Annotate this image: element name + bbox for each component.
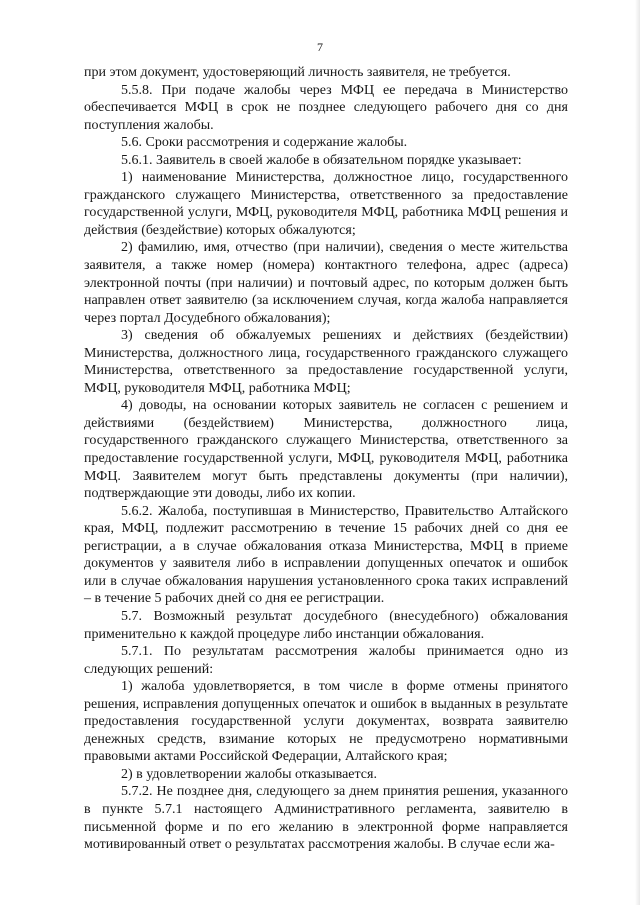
list-item-3: 3) сведения об обжалуемых решениях и действиях (бездействии) Министерства, должностного лица, государственного гражданского служащего Министерства, ответственного за предоставление государственной услуги, МФЦ, руководителя МФЦ, работника МФЦ; — [84, 328, 568, 396]
document-body — [84, 64, 568, 854]
paragraph-5-7-1: 5.7.1. По результатам рассмотрения жалобы принимается одно из следующих решений: — [84, 644, 568, 677]
decision-item-2: 2) в удовлетворении жалобы отказывается. — [121, 766, 377, 782]
section-heading-5-6: 5.6. Сроки рассмотрения и содержание жалобы. — [121, 135, 408, 151]
list-item-2: 2) фамилию, имя, отчество (при наличии), сведения о месте жительства заявителя, а также номер (номера) контактного телефона, адрес (адреса) электронной почты (при наличии) и почтовый адрес, по которым должен быть направлен ответ заявителю (за исключением случая, когда жалоба направляется через портал Досудебного обжалования); — [84, 240, 568, 326]
page-number: 7 — [317, 40, 323, 54]
paragraph-5-6-1: 5.6.1. Заявитель в своей жалобе в обязательном порядке указывает: — [121, 152, 522, 168]
paragraph-continuation: при этом документ, удостоверяющий личность заявителя, не требуется. — [84, 65, 511, 80]
paragraph-5-6-2: 5.6.2. Жалоба, поступившая в Министерство, Правительство Алтайского края, МФЦ, подлежит рассмотрению в течение 15 рабочих дней со дня ее регистрации, а в случае обжалования отказа Министерства, МФЦ в приеме документов у заявителя либо в исправлении допущенных опечаток и ошибок или в случае обжалования нарушения установленного срока таких исправлений – в течение 5 рабочих дней со дня ее регистрации. — [84, 503, 568, 607]
decision-item-1: 1) жалоба удовлетворяется, в том числе в форме отмены принятого решения, исправления допущенных опечаток и ошибок в выданных в результате предоставления государственной услуги документах, возврата заявителю денежных средств, взимание которых не предусмотрено нормативными правовыми актами Российской Федерации, Алтайского края; — [84, 679, 568, 765]
scan-edge-shadow — [635, 0, 640, 905]
section-heading-5-7: 5.7. Возможный результат досудебного (внесудебного) обжалования применительно к каждой процедуре либо инстанции обжалования. — [84, 608, 568, 642]
list-item-1: 1) наименование Министерства, должностное лицо, государственного гражданского служащего Министерства, ответственного за предоставление государственной услуги, МФЦ, руководителя МФЦ, работника МФЦ решения и действия (бездействие) которых обжалуются; — [84, 170, 568, 238]
paragraph-5-7-2: 5.7.2. Не позднее дня, следующего за днем принятия решения, указанного в пункте 5.7.1 настоящего Административного регламента, заявителю в письменной форме и по его желанию в электронной форме направляется мотивированный ответ о результатах рассмотрения жалобы. В случае если жа- — [84, 784, 568, 853]
list-item-4: 4) доводы, на основании которых заявитель не согласен с решением и действиями (бездействием) Министерства, должностного лица, государственного гражданского служащего Министерства, ответственного за предоставление государственной услуги, МФЦ, руководителя МФЦ, работника МФЦ. Заявителем могут быть представлены документы (при наличии), подтверждающие эти доводы, либо их копии. — [84, 398, 568, 502]
paragraph-5-5-8: 5.5.8. При подаче жалобы через МФЦ ее передача в Министерство обеспечивается МФЦ в срок не позднее следующего рабочего дня со дня поступления жалобы. — [84, 82, 568, 133]
